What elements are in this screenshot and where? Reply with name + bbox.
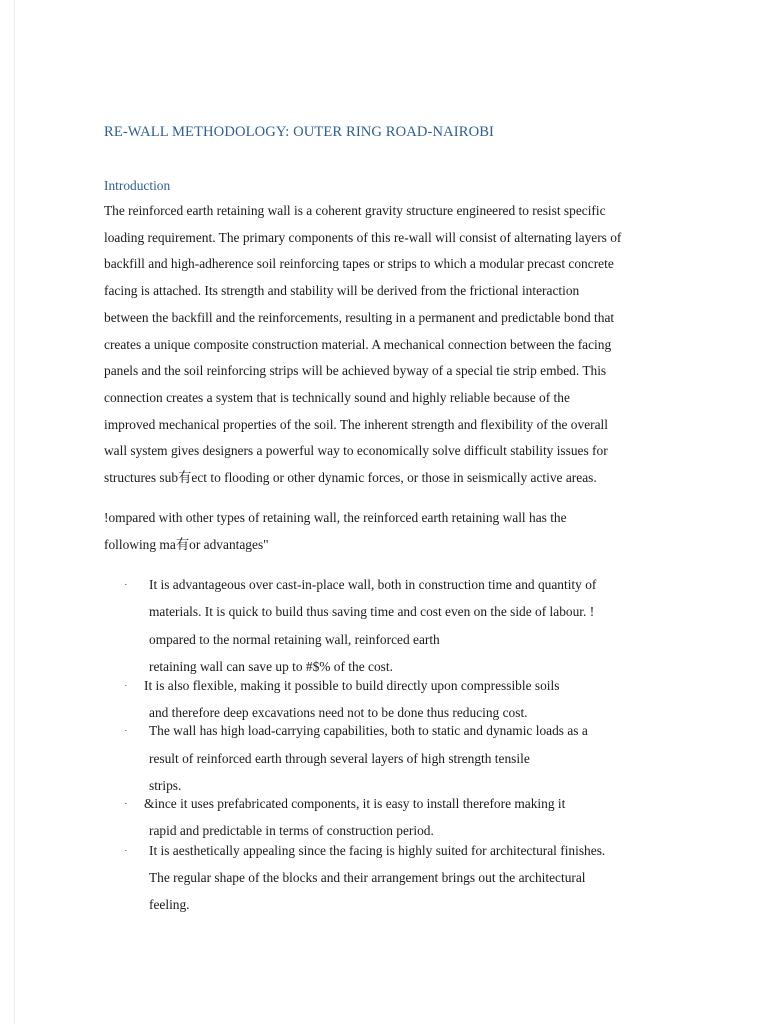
bullet-4-line: &ince it uses prefabricated components, it is easy to install therefore making it — [144, 796, 566, 811]
comparison-paragraph — [104, 505, 567, 558]
paragraph-line: !ompared with other types of retaining wall, the reinforced earth retaining wall has the — [104, 510, 567, 525]
bullet-1-line: It is advantageous over cast-in-place wall, both in construction time and quantity of — [149, 577, 597, 592]
bullet-5-line: The regular shape of the blocks and their arrangement brings out the architectural — [149, 870, 586, 885]
paragraph-line: The reinforced earth retaining wall is a coherent gravity structure engineered to resist specific — [104, 203, 606, 218]
paragraph-line: connection creates a system that is technically sound and highly reliable because of the — [104, 389, 570, 405]
bullet-5-line: feeling. — [149, 897, 190, 912]
page-edge — [14, 0, 15, 1024]
paragraph-line: backfill and high-adherence soil reinforcing tapes or strips to which a modular precast concrete — [104, 256, 614, 272]
bullet-1-line: ompared to the normal retaining wall, reinforced earth — [149, 632, 440, 647]
bullet-marker: · — [124, 680, 128, 692]
paragraph-line: structures sub有ect to flooding or other dynamic forces, or those in seismically active areas. — [104, 470, 597, 486]
bullet-marker: · — [124, 579, 128, 591]
paragraph-line: facing is attached. Its strength and stability will be derived from the frictional interaction — [104, 283, 580, 299]
paragraph-line: loading requirement. The primary components of this re-wall will consist of alternating layers of — [104, 229, 622, 245]
bullet-3-line: The wall has high load-carrying capabilities, both to static and dynamic loads as a — [149, 723, 588, 738]
paragraph-line: following ma有or advantages" — [104, 536, 269, 552]
bullet-2-line: and therefore deep excavations need not to be done thus reducing cost. — [149, 705, 528, 720]
bullet-1-line: retaining wall can save up to #$% of the cost. — [149, 659, 393, 674]
paragraph-line: improved mechanical properties of the soil. The inherent strength and flexibility of the overall — [104, 416, 608, 432]
bullet-3-line: strips. — [149, 778, 182, 793]
paragraph-line: wall system gives designers a powerful way to economically solve difficult stability issues for — [104, 443, 608, 459]
bullet-2-line: It is also flexible, making it possible to build directly upon compressible soils — [144, 678, 560, 693]
document-title: RE-WALL METHODOLOGY: OUTER RING ROAD-NAIROBI — [104, 124, 495, 140]
paragraph-line: creates a unique composite construction material. A mechanical connection between the facing — [104, 336, 612, 352]
bullet-1-line: materials. It is quick to build thus saving time and cost even on the side of labour. ! — [149, 604, 595, 619]
paragraph-line: between the backfill and the reinforcements, resulting in a permanent and predictable bond that — [104, 309, 615, 325]
bullet-3-line: result of reinforced earth through several layers of high strength tensile — [149, 751, 530, 766]
bullet-marker: · — [124, 798, 128, 810]
section-heading-introduction: Introduction — [104, 178, 171, 193]
bullet-marker: · — [124, 845, 128, 857]
bullet-5-line: It is aesthetically appealing since the facing is highly suited for architectural finishes. — [149, 843, 606, 858]
bullet-4-line: rapid and predictable in terms of construction period. — [149, 823, 434, 838]
paragraph-line: panels and the soil reinforcing strips will be achieved byway of a special tie strip embed. This — [104, 363, 607, 379]
intro-paragraph — [104, 198, 621, 492]
bullet-marker: · — [124, 725, 128, 737]
